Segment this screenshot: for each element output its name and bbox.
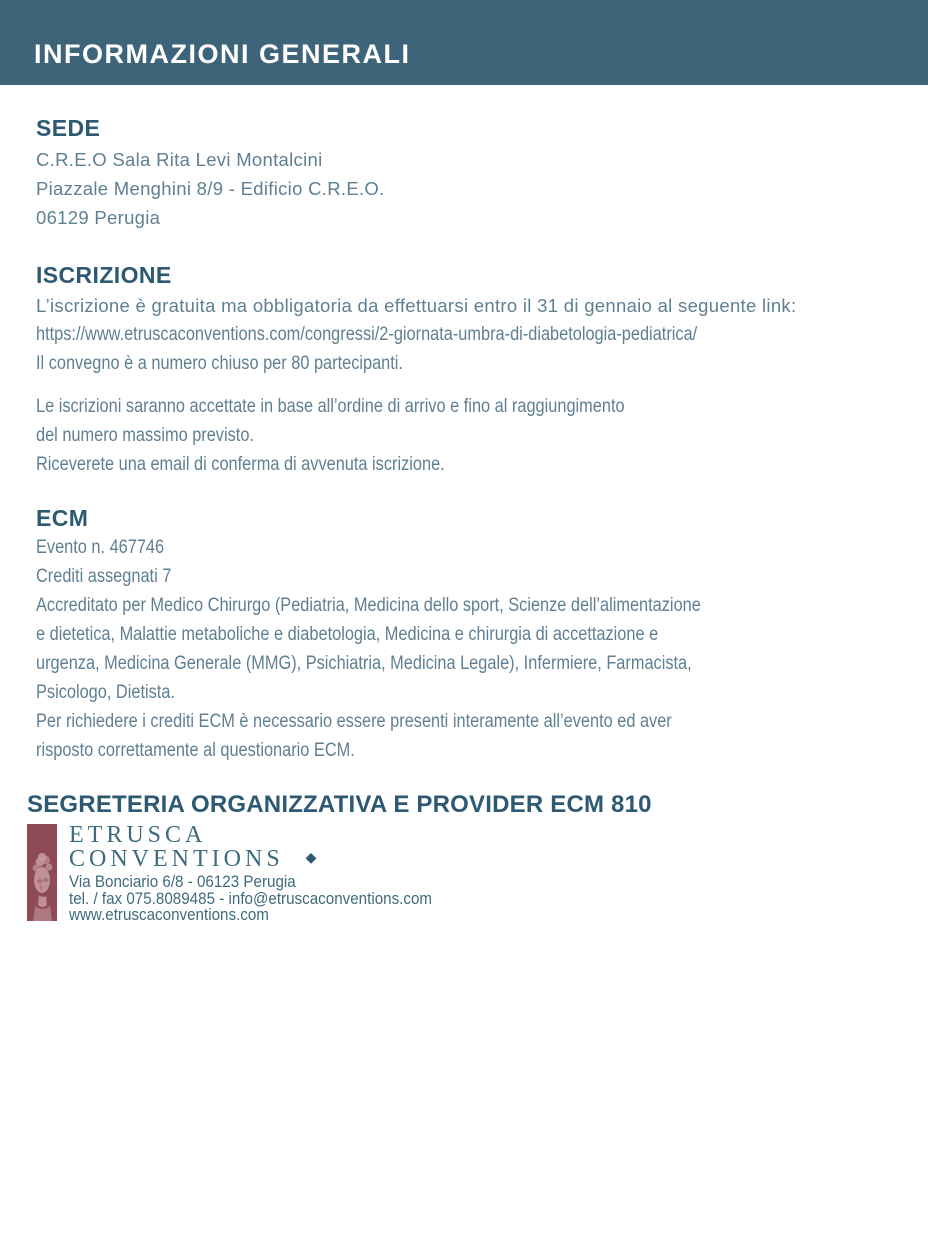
registration-link[interactable]: https://www.etruscaconventions.com/congressi/2-giornata-umbra-di-diabetologia-pediatrica/ — [36, 324, 698, 345]
diamond-icon: ◆ — [305, 850, 321, 866]
logo-name-line2 — [69, 847, 464, 871]
segreteria-heading: SEGRETERIA ORGANIZZATIVA E PROVIDER ECM 810 — [27, 791, 652, 818]
ecm-accreditation-line: urgenza, Medicina Generale (MMG), Psichiatria, Medicina Legale), Infermiere, Farmacista, — [36, 653, 692, 674]
iscrizione-note-line: Riceverete una email di conferma di avvenuta iscrizione. — [36, 454, 445, 475]
logo-contact-block — [69, 874, 464, 924]
etrusca-logo-image — [27, 824, 57, 921]
section-iscrizione — [36, 262, 900, 479]
logo-name-line1 — [69, 824, 464, 847]
page-title: INFORMAZIONI GENERALI — [34, 39, 411, 69]
ecm-requirement-line: Per richiedere i crediti ECM è necessario essere presenti interamente all’evento ed aver — [36, 711, 672, 732]
ecm-requirement-line: risposto correttamente al questionario ECM. — [36, 740, 355, 761]
ecm-heading: ECM — [36, 505, 89, 531]
sculpture-head-icon — [27, 824, 57, 921]
ecm-credits-line: Crediti assegnati 7 — [36, 566, 172, 587]
section-segreteria — [27, 791, 900, 924]
sede-venue-line: C.R.E.O Sala Rita Levi Montalcini — [36, 149, 323, 170]
sede-city-line: 06129 Perugia — [36, 207, 161, 228]
iscrizione-capacity: Il convegno è a numero chiuso per 80 partecipanti. — [36, 353, 403, 374]
ecm-accreditation-line: Accreditato per Medico Chirurgo (Pediatria, Medicina dello sport, Scienze dell’alimentazione — [36, 595, 701, 616]
header-banner — [0, 0, 928, 85]
section-sede — [36, 115, 900, 232]
logo-wordmark-conventions: CONVENTIONS — [69, 846, 284, 872]
logo-wordmark-etrusca: ETRUSCA — [69, 822, 207, 848]
logo-tel-email[interactable]: tel. / fax 075.8089485 - info@etruscaconventions.com — [69, 889, 433, 908]
iscrizione-intro: L’iscrizione è gratuita ma obbligatoria da effettuarsi entro il 31 di gennaio al seguente link: — [36, 295, 797, 316]
ecm-accreditation-line: Psicologo, Dietista. — [36, 682, 175, 703]
iscrizione-note — [36, 392, 900, 479]
logo-website[interactable]: www.etruscaconventions.com — [69, 906, 269, 924]
iscrizione-heading: ISCRIZIONE — [36, 262, 172, 288]
logo-address: Via Bonciario 6/8 - 06123 Perugia — [69, 873, 296, 891]
ecm-event-number-line: Evento n. 467746 — [36, 537, 165, 558]
iscrizione-note-line: del numero massimo previsto. — [36, 425, 254, 446]
iscrizione-note-line: Le iscrizioni saranno accettate in base all’ordine di arrivo e fino al raggiungimento — [36, 396, 625, 417]
sede-address-line: Piazzale Menghini 8/9 - Edificio C.R.E.O. — [36, 178, 385, 199]
etrusca-logo — [27, 824, 900, 924]
etrusca-logo-text — [69, 824, 464, 924]
ecm-accreditation-line: e dietetica, Malattie metaboliche e diabetologia, Medicina e chirurgia di accettazione e — [36, 624, 659, 645]
sede-heading: SEDE — [36, 115, 101, 141]
section-ecm — [36, 505, 900, 765]
document-body — [0, 115, 928, 924]
